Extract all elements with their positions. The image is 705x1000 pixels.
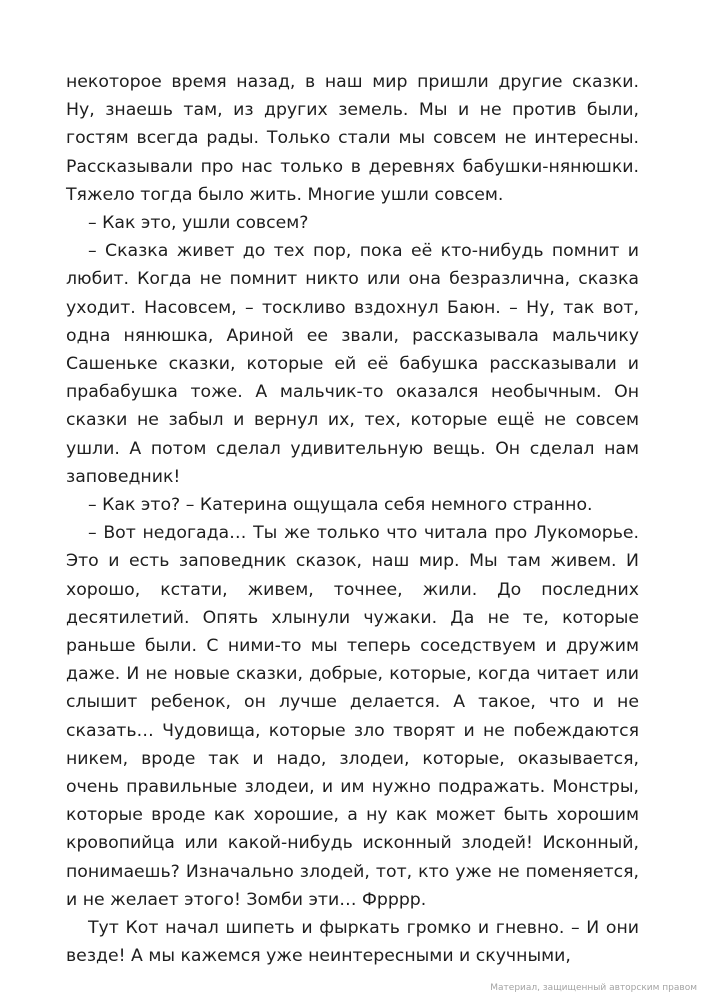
page-body	[66, 68, 639, 971]
paragraph-1: некоторое время назад, в наш мир пришли другие сказки. Ну, знаешь там, из других земель. Мы и не против были, гостям всегда рады. Только стали мы совсем не интересны. Рассказывали про нас только в деревнях бабушки-нянюшки. Тяжело тогда было жить. Многие ушли совсем.	[66, 72, 639, 205]
paragraph-6: Тут Кот начал шипеть и фыркать громко и гневно. – И они везде! А мы кажемся уже неинтересными и скучными,	[66, 918, 639, 967]
paragraph-4: – Как это? – Катерина ощущала себя немного странно.	[88, 495, 593, 516]
paragraph-5: – Вот недогада… Ты же только что читала про Лукоморье. Это и есть заповедник сказок, наш мир. Мы там живем. И хорошо, кстати, живем, точнее, жили. До последних десятилетий. Опять хлынули чужаки. Да не те, которые раньше были. С ними-то мы теперь соседствуем и дружим даже. И не новые сказки, добрые, которые, когда читает или слышит ребенок, он лучше делается. А такое, что и не сказать… Чудовища, которые зло творят и не побеждаются никем, вроде так и надо, злодеи, которые, оказывается, очень правильные злодеи, и им нужно подражать. Монстры, которые вроде как хорошие, а ну как может быть хорошим кровопийца или какой-нибудь исконный злодей! Исконный, понимаешь? Изначально злодей, тот, кто уже не поменяется, и не желает этого! Зомби эти… Фрррр.	[66, 523, 639, 910]
paragraph-2: – Как это, ушли совсем?	[88, 213, 309, 234]
paragraph-3: – Сказка живет до тех пор, пока её кто-нибудь помнит и любит. Когда не помнит никто или она безразлична, сказка уходит. Насовсем, – тоскливо вздохнул Баюн. – Ну, так вот, одна нянюшка, Ариной ее звали, рассказывала мальчику Сашеньке сказки, которые ей её бабушка рассказывали и прабабушка тоже. А мальчик-то оказался необычным. Он сказки не забыл и вернул их, тех, которые ещё не совсем ушли. А потом сделал удивительную вещь. Он сделал нам заповедник!	[66, 241, 639, 487]
copyright-notice: Материал, защищенный авторским правом	[490, 983, 697, 993]
